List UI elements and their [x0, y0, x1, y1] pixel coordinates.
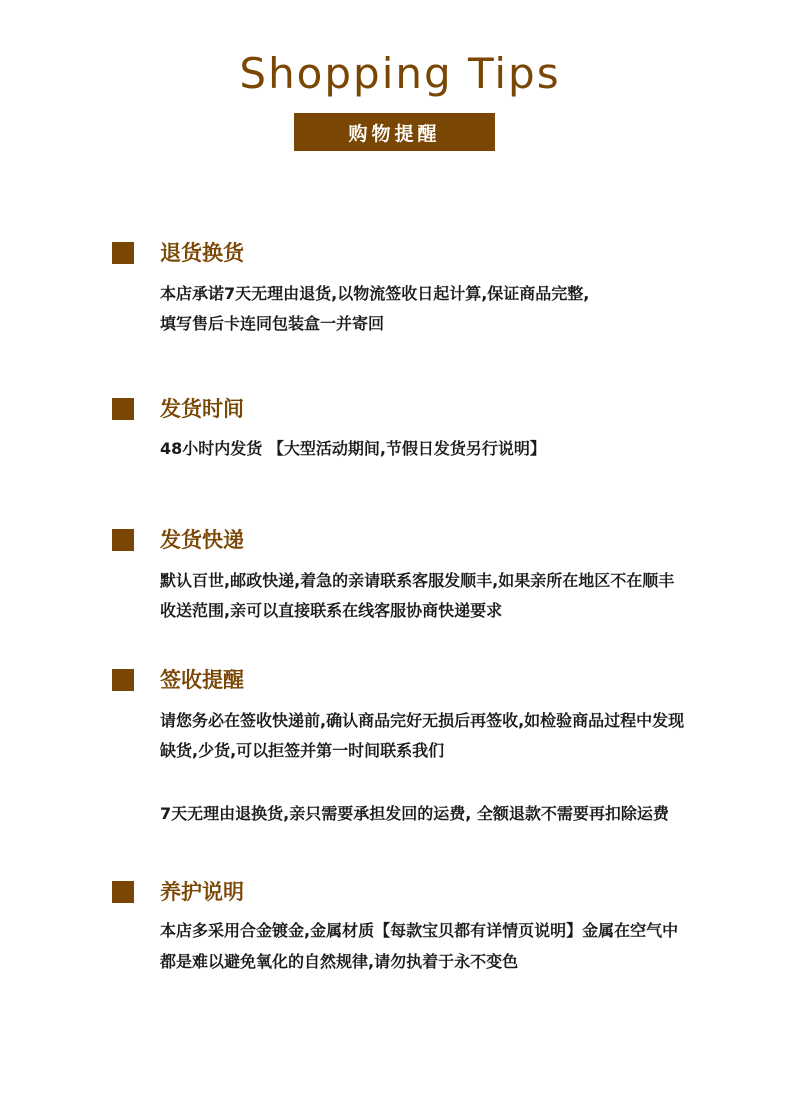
section-marker-icon [112, 669, 134, 691]
section-text-line: 都是难以避免氧化的自然规律,请勿执着于永不变色 [160, 952, 519, 971]
section-text-line: 48小时内发货 【大型活动期间,节假日发货另行说明】 [160, 439, 546, 458]
section-marker-icon [112, 881, 134, 903]
subtitle-banner [294, 113, 495, 151]
section-text-line: 缺货,少货,可以拒签并第一时间联系我们 [160, 741, 445, 760]
section-text-line: 默认百世,邮政快递,着急的亲请联系客服发顺丰,如果亲所在地区不在顺丰 [160, 571, 675, 590]
section-text-line: 本店多采用合金镀金,金属材质【每款宝贝都有详情页说明】金属在空气中 [160, 921, 679, 940]
section-heading: 签收提醒 [160, 668, 244, 692]
section-text-line: 填写售后卡连同包装盒一并寄回 [160, 314, 385, 333]
section-marker-icon [112, 242, 134, 264]
subtitle-text: 购物提醒 [348, 122, 441, 145]
section-marker-icon [112, 529, 134, 551]
section-heading: 发货时间 [160, 397, 244, 421]
section-text-line: 请您务必在签收快递前,确认商品完好无损后再签收,如检验商品过程中发现 [160, 711, 685, 730]
section-text-line: 收送范围,亲可以直接联系在线客服协商快递要求 [160, 601, 503, 620]
section-heading: 养护说明 [160, 880, 244, 904]
section-heading: 发货快递 [160, 528, 244, 552]
page-title: Shopping Tips [239, 49, 561, 98]
section-text-line: 7天无理由退换货,亲只需要承担发回的运费, 全额退款不需要再扣除运费 [160, 804, 669, 823]
section-text-line: 本店承诺7天无理由退货,以物流签收日起计算,保证商品完整, [160, 284, 590, 303]
section-heading: 退货换货 [160, 241, 244, 265]
section-marker-icon [112, 398, 134, 420]
